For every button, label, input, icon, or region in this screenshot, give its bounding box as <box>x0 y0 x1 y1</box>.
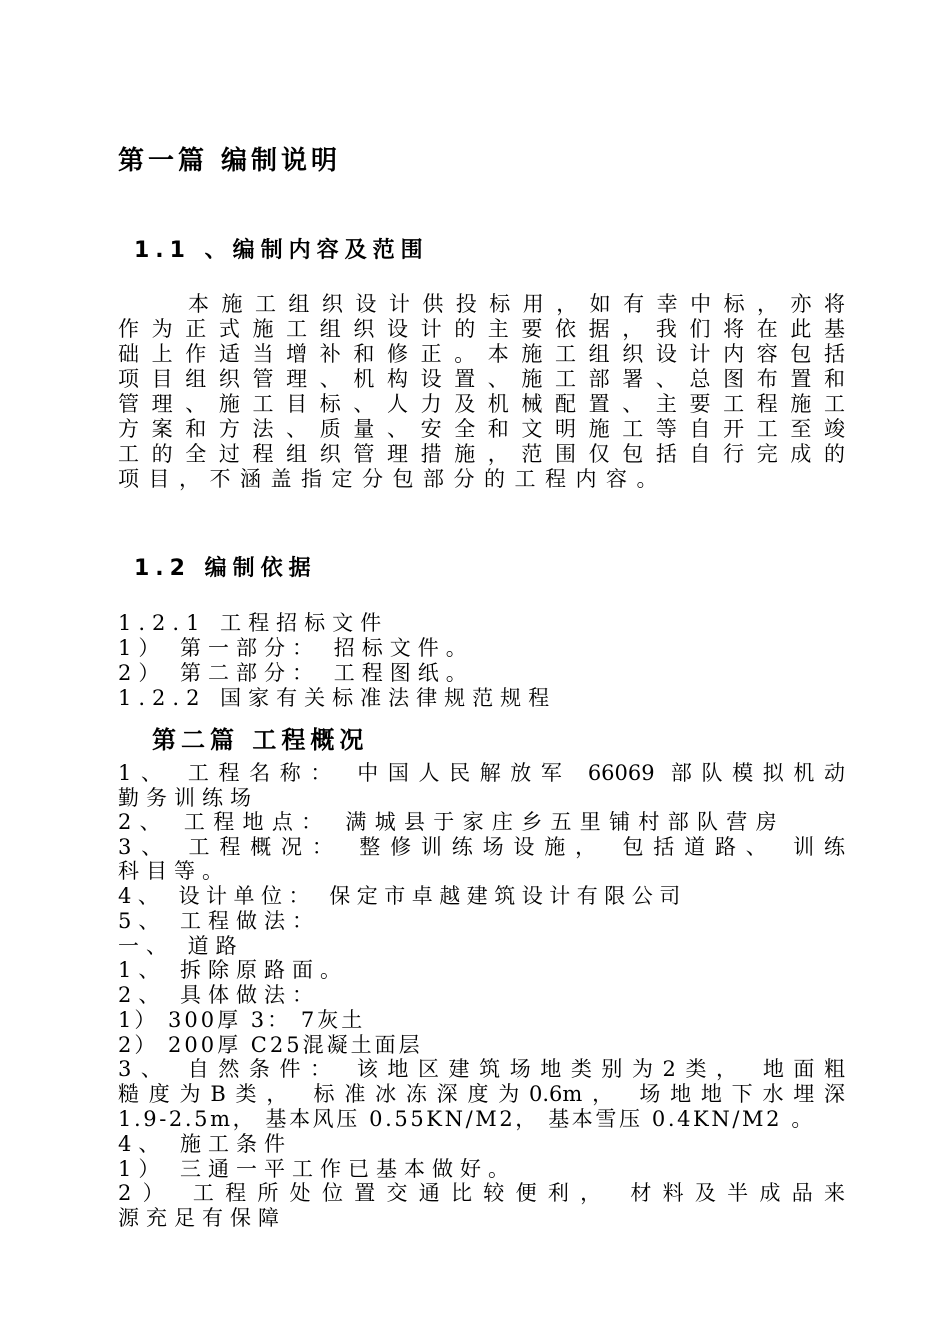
overview-line: 1） 300厚 3： 7灰土 <box>118 1008 366 1032</box>
overview-line: 4、 设计单位： 保定市卓越建筑设计有限公司 <box>118 884 687 908</box>
overview-line: 2） 工程所处位置交通比较便利， 材料及半成品来 <box>118 1181 845 1205</box>
overview-line: 糙度为B类， 标准冰冻深度为0.6m， 场地地下水埋深 <box>118 1082 845 1106</box>
basis-item: 1） 第一部分： 招标文件。 <box>118 636 474 660</box>
overview-line: 科目等。 <box>118 859 230 883</box>
paragraph-line: 管理、施工目标、人力及机械配置、主要工程施工 <box>118 392 845 416</box>
overview-line: 一、 道路 <box>118 934 244 958</box>
overview-line: 2、 具体做法： <box>118 983 321 1007</box>
paragraph-line: 工的全过程组织管理措施，范围仅包括自行完成的 <box>118 442 845 466</box>
section-heading-1-2: 1.2 编制依据 <box>134 556 317 581</box>
overview-line: 4、 施工条件 <box>118 1132 293 1156</box>
overview-line: 1、 拆除原路面。 <box>118 958 349 982</box>
section-1-1-paragraph <box>118 292 845 492</box>
overview-line: 5、 工程做法： <box>118 909 321 933</box>
overview-line: 1） 三通一平工作已基本做好。 <box>118 1157 517 1181</box>
paragraph-line: 项目，不涵盖指定分包部分的工程内容。 <box>118 467 667 491</box>
overview-line: 2、 工程地点： 满城县于家庄乡五里铺村部队营房 <box>118 810 785 834</box>
section-heading-1-1: 1.1 、编制内容及范围 <box>134 238 429 263</box>
paragraph-line: 本施工组织设计供投标用，如有幸中标，亦将 <box>188 292 845 316</box>
paragraph-line: 项目组织管理、机构设置、施工部署、总图布置和 <box>118 367 845 391</box>
overview-line: 勤务训练场 <box>118 786 258 810</box>
overview-line: 1.9-2.5m， 基本风压 0.55KN/M2， 基本雪压 0.4KN/M2 。 <box>118 1107 815 1131</box>
overview-line: 1、 工程名称： 中国人民解放军 66069 部队模拟机动 <box>118 761 845 785</box>
paragraph-line: 方案和方法、质量、安全和文明施工等自开工至竣 <box>118 417 845 441</box>
basis-item: 1.2.2 国家有关标准法律规范规程 <box>118 686 557 710</box>
part2-title: 第二篇 工程概况 <box>152 726 369 754</box>
overview-line: 源充足有保障 <box>118 1206 286 1230</box>
paragraph-line: 础上作适当增补和修正。本施工组织设计内容包括 <box>118 342 845 366</box>
overview-line: 3、 自然条件： 该地区建筑场地类别为2类， 地面粗 <box>118 1057 845 1081</box>
paragraph-line: 作为正式施工组织设计的主要依据，我们将在此基 <box>118 317 845 341</box>
basis-item: 2） 第二部分： 工程图纸。 <box>118 661 474 685</box>
overview-line: 3、 工程概况： 整修训练场设施， 包括道路、 训练 <box>118 835 845 859</box>
part1-title: 第一篇 编制说明 <box>118 146 342 176</box>
overview-line: 2） 200厚 C25混凝土面层 <box>118 1033 423 1057</box>
basis-item: 1.2.1 工程招标文件 <box>118 611 389 635</box>
